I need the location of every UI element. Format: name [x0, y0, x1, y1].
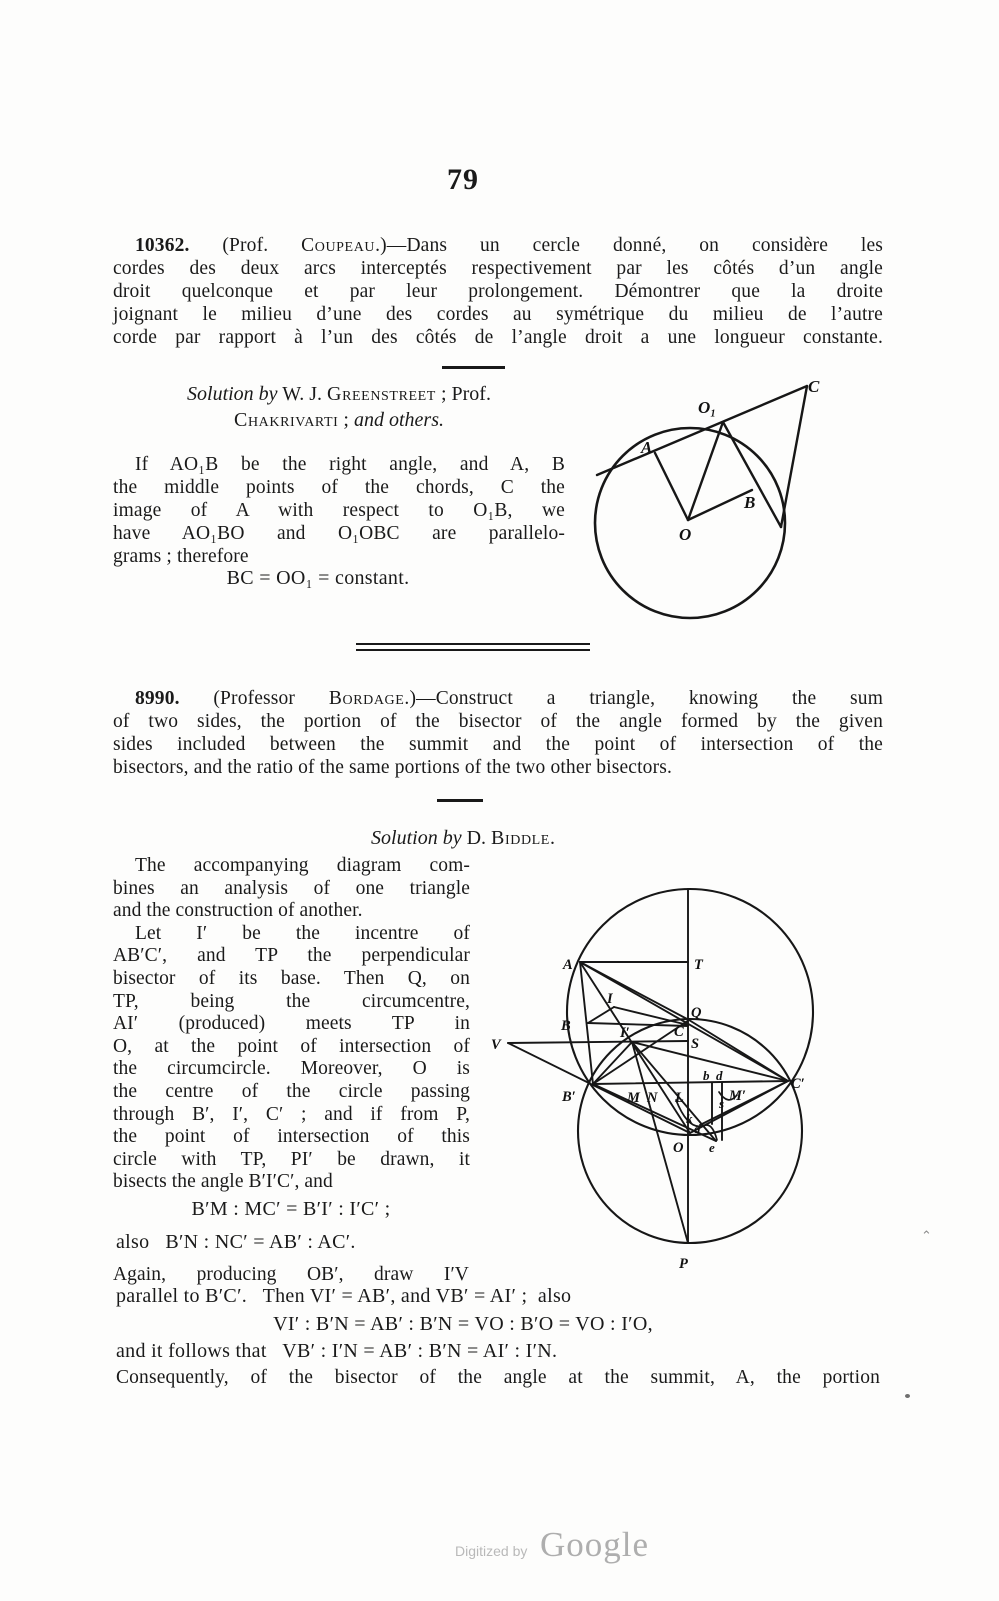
author-name: Bordage [328, 688, 405, 709]
column-line: Let I′ be the incentre of [135, 922, 470, 944]
problem-8990-line: of two sides, the portion of the bisector of the angle formed by the given [113, 711, 883, 732]
solution-line: the middle points of the chords, C the [113, 477, 565, 498]
svg-text:k: k [686, 1111, 693, 1126]
scan-artifact-caret: ⌃ [921, 1228, 932, 1243]
column-line: AB′C′, and TP the perpendicular [113, 945, 470, 967]
watermark-digitized-by: Digitized by [455, 1543, 528, 1559]
solution-by-label: Solution by [371, 827, 462, 849]
svg-text:N: N [647, 1090, 658, 1106]
author-suffix: .)— [404, 688, 436, 709]
author-prefix: (Professor [179, 688, 329, 709]
svg-text:C: C [808, 377, 820, 396]
column-line: The accompanying diagram com- [135, 855, 470, 876]
solution-line: grams ; therefore [113, 546, 249, 567]
svg-text:s: s [719, 1096, 725, 1111]
svg-text:C: C [674, 1024, 684, 1040]
scan-artifact-dot [905, 1394, 910, 1398]
text-parallel-line: parallel to B′C′. Then VI′ = AB′, and VB′ = AI′ ; also [116, 1285, 572, 1307]
page-number: 79 [447, 163, 479, 196]
svg-text:P: P [679, 1256, 688, 1272]
problem-10362-line: droit quelconque et par leur prolongement. Démontrer que la droite [113, 281, 883, 302]
problem-10362-line [113, 234, 883, 257]
svg-text:O: O [679, 525, 692, 544]
column-line: the circumcircle. Moreover, O is [113, 1058, 470, 1080]
column-line: the centre of the circle passing [113, 1080, 470, 1102]
problem-text: Dans un cercle donné, on considère les [406, 235, 883, 256]
svg-text:B′: B′ [562, 1089, 576, 1105]
solution-line: If AO₁B be the right angle, and A, B [135, 454, 565, 475]
svg-text:B: B [744, 493, 756, 512]
solution-by-label: Solution by [187, 383, 278, 405]
column-line: circle with TP, PI′ be drawn, it [113, 1148, 470, 1170]
svg-text:d: d [716, 1068, 723, 1083]
problem-10362-line: corde par rapport à l’un des côtés de l’angle droit a une longueur constante. [113, 327, 883, 348]
divider-rule [442, 366, 505, 369]
google-logo: Google [540, 1525, 650, 1564]
svg-text:B: B [561, 1018, 571, 1034]
solver-initials: D. [461, 827, 492, 849]
svg-text:e: e [709, 1140, 715, 1155]
svg-text:T: T [694, 957, 703, 973]
svg-text:M: M [627, 1090, 640, 1106]
problem-10362-line: cordes des deux arcs interceptés respectivement par les côtés d’un angle [113, 258, 883, 279]
column-line: bines an analysis of one triangle [113, 877, 470, 899]
text-again-producing: Again, producing OB′, draw I′V [113, 1264, 469, 1285]
svg-text:M′: M′ [729, 1088, 746, 1104]
solution-10362-body [113, 453, 565, 568]
problem-8990-line: sides included between the summit and the point of intersection of the [113, 734, 883, 755]
column-line: through B′, I′, C′ ; and if from P, [113, 1103, 470, 1125]
svg-text:Q: Q [691, 1005, 702, 1021]
svg-text:I: I [607, 991, 613, 1007]
solution-10362-heading [113, 381, 565, 433]
problem-10362-line: joignant le milieu d’une des cordes au symétrique du milieu de l’autre [113, 304, 883, 325]
svg-text:O₁: O₁ [698, 398, 717, 417]
problem-10362 [113, 234, 883, 349]
solver-name: Greenstreet [327, 383, 436, 405]
svg-text:A: A [563, 957, 573, 973]
divider-rule [437, 799, 483, 802]
problem-8990 [113, 687, 883, 779]
problem-8990-line: bisectors, and the ratio of the same portions of the two other bisectors. [113, 757, 672, 778]
and-others-label: and others. [353, 409, 444, 431]
formula-bn-ratio: also B′N : NC′ = AB′ : AC′. [116, 1231, 356, 1253]
author-prefix: (Prof. [189, 235, 302, 256]
solver-suffix: ; Prof. [435, 383, 491, 405]
svg-text:b: b [703, 1068, 710, 1083]
svg-text:L: L [675, 1090, 684, 1106]
solver-suffix: . [549, 827, 555, 849]
problem-8990-line [113, 687, 883, 710]
svg-text:O: O [673, 1140, 684, 1156]
svg-text:C′: C′ [791, 1076, 805, 1092]
svg-text:I′: I′ [620, 1025, 630, 1041]
solution-8990-heading [113, 825, 813, 851]
problem-text: Construct a triangle, knowing the sum [435, 688, 884, 709]
solver-suffix: ; [338, 409, 354, 431]
svg-text:A: A [641, 438, 653, 457]
solver-name: Biddle [491, 827, 550, 849]
svg-text:S: S [691, 1036, 700, 1052]
column-line: and the construction of another. [113, 900, 363, 922]
column-line: O, at the point of intersection of [113, 1035, 470, 1057]
problem-number: 8990. [135, 688, 180, 709]
problem-number: 10362. [135, 235, 190, 256]
formula-bc-constant: BC = OO₁ = constant. [226, 567, 410, 589]
column-line: bisects the angle B′I′C′, and [113, 1171, 333, 1193]
column-line: TP, being the circumcentre, [113, 990, 470, 1012]
svg-text:a: a [694, 1121, 701, 1136]
column-line: bisector of its base. Then Q, on [113, 967, 470, 989]
column-line: the point of intersection of this [113, 1126, 470, 1148]
formula-follows-ratio: and it follows that VB′ : I′N = AB′ : B′N = AI′ : I′N. [116, 1340, 558, 1362]
solver-initials: W. J. [277, 383, 328, 405]
solution-line: have AO₁BO and O₁OBC are parallelo- [113, 523, 565, 544]
text-consequently: Consequently, of the bisector of the angle at the summit, A, the portion [116, 1367, 880, 1388]
formula-bm-ratio: B′M : MC′ = B′I′ : I′C′ ; [191, 1198, 391, 1220]
solution-8990-column [113, 855, 470, 1194]
formula-vi-ratio: VI′ : B′N = AB′ : B′N = VO : B′O = VO : I′O, [273, 1313, 653, 1335]
author-suffix: .)— [375, 235, 407, 256]
solution-heading-line [113, 381, 565, 407]
column-line: AI′ (produced) meets TP in [113, 1013, 470, 1035]
solver-name: Chakrivarti [234, 409, 339, 431]
author-name: Coupeau [301, 235, 376, 256]
solution-line: image of A with respect to O₁B, we [113, 500, 565, 521]
double-divider-rule [356, 643, 590, 651]
svg-text:V: V [491, 1037, 501, 1053]
solution-heading-line [113, 407, 565, 433]
